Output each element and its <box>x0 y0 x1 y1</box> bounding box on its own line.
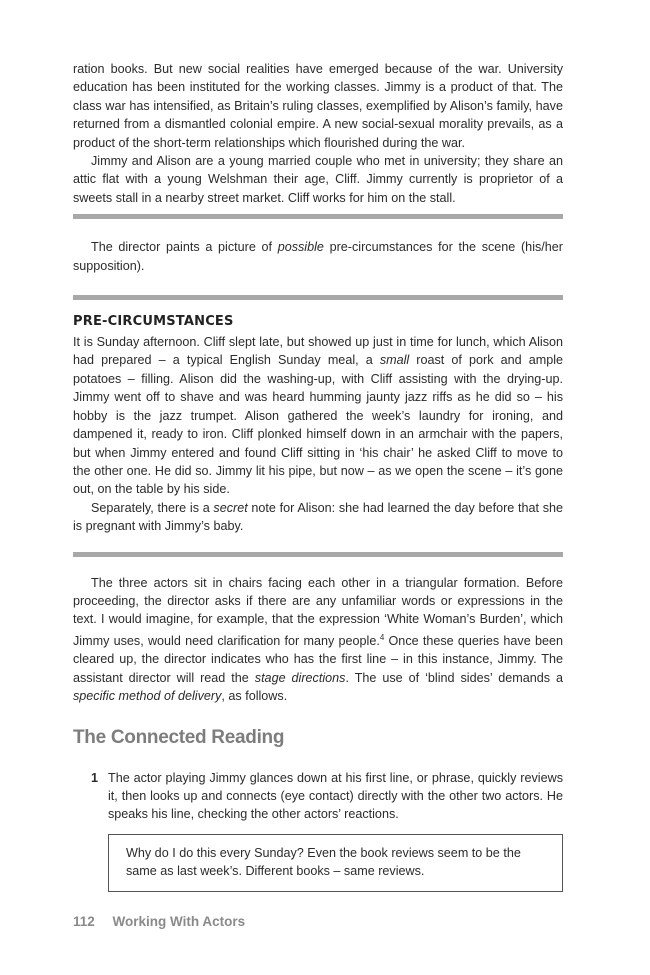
director-note <box>73 238 563 275</box>
emphasis-text: specific method of delivery <box>73 689 222 704</box>
emphasis-text: stage directions <box>254 670 346 685</box>
numbered-item <box>73 769 563 824</box>
text-run: The three actors sit in chairs facing each other in a triangular formation. Before proceeding, the director asks if there are any unfamiliar words or expressions in the text. I would imagine, for example, that the expression ‘White Woman’s Burden’, which Jimmy uses, would need clarification for many people. <box>73 575 563 648</box>
text-run: pre-circumstances for the scene (his/her supposition). <box>73 240 563 273</box>
script-quote-box <box>108 834 563 892</box>
item-text: The actor playing Jimmy glances down at his first line, or phrase, quickly reviews it, then looks up and connects (eye contact) directly with the other two actors. He speaks his line, checking the other actors’ reactions. <box>108 770 563 822</box>
section-title: The Connected Reading <box>73 726 285 748</box>
page-number: 112 <box>73 914 95 929</box>
item-number: 1 <box>91 770 99 785</box>
page-body <box>73 60 563 892</box>
text-run: note for Alison: she had learned the day before that she is pregnant with Jimmy’s baby. <box>73 500 563 534</box>
text-run: roast of pork and ample potatoes – filling. Alison did the washing-up, with Cliff assisting with the drying-up. Jimmy went off to shave and was heard humming jaunty jazz riffs as he did so – his hobby is the jazz trumpet. Alison gathered the week’s laundry for ironing, and dampened it, ready to iron. Cliff plonked himself down in an armchair with the papers, but when Jimmy entered and found Cliff sitting in ‘his chair’ he asked Cliff to move to the other one. He did so. Jimmy lit his pipe, but now – as we open the scene – it’s gone out, on the table by his side. <box>73 353 563 497</box>
emphasis-text: small <box>379 353 410 368</box>
text-run: . The use of ‘blind sides’ demands a <box>345 670 563 685</box>
text-run: Separately, there is a <box>91 500 214 515</box>
text-run: Jimmy and Alison are a young married couple who met in university; they share an attic flat with a young Welshman their age, Cliff. Jimmy currently is proprietor of a sweets stall in a nearby street market. Cliff works for him on the stall. <box>73 154 563 205</box>
running-title: Working With Actors <box>112 914 246 929</box>
pre-circumstances-heading: PRE-CIRCUMSTANCES <box>73 314 234 330</box>
script-quote-text: Why do I do this every Sunday? Even the book reviews seem to be the same as last week’s. Different books – same reviews. <box>126 845 521 879</box>
page-footer <box>73 914 245 929</box>
pre-circumstances-paragraph-2 <box>73 499 563 536</box>
text-run: Once these queries have been cleared up, the director indicates who has the first line – in this instance, Jimmy. The assistant director will read the <box>73 633 563 685</box>
text-run: The director paints a picture of <box>91 240 278 255</box>
paragraph-intro-1 <box>73 60 563 152</box>
text-run: , as follows. <box>221 689 288 704</box>
text-run: ration books. But new social realities have emerged because of the war. University education has been instituted for the working classes. Jimmy is a product of that. The class war has intensified, as Britain’s ruling classes, exemplified by Alison’s family, have returned from a dismantled colonial empire. A new social-sexual morality prevails, as a product of the short-term relationships which flourished during the war. <box>73 62 563 150</box>
emphasis-text: secret <box>213 500 248 515</box>
footnote-ref: 4 <box>379 632 385 642</box>
text-run: It is Sunday afternoon. Cliff slept late, but showed up just in time for lunch, which Alison had prepared – a typical English Sunday meal, a <box>73 335 563 368</box>
divider-rule <box>73 552 563 557</box>
divider-rule <box>73 214 563 219</box>
emphasis-text: possible <box>277 240 324 255</box>
pre-circumstances-paragraph-1 <box>73 333 563 499</box>
body-paragraph <box>73 574 563 706</box>
paragraph-intro-2 <box>73 152 563 207</box>
divider-rule <box>73 295 563 300</box>
